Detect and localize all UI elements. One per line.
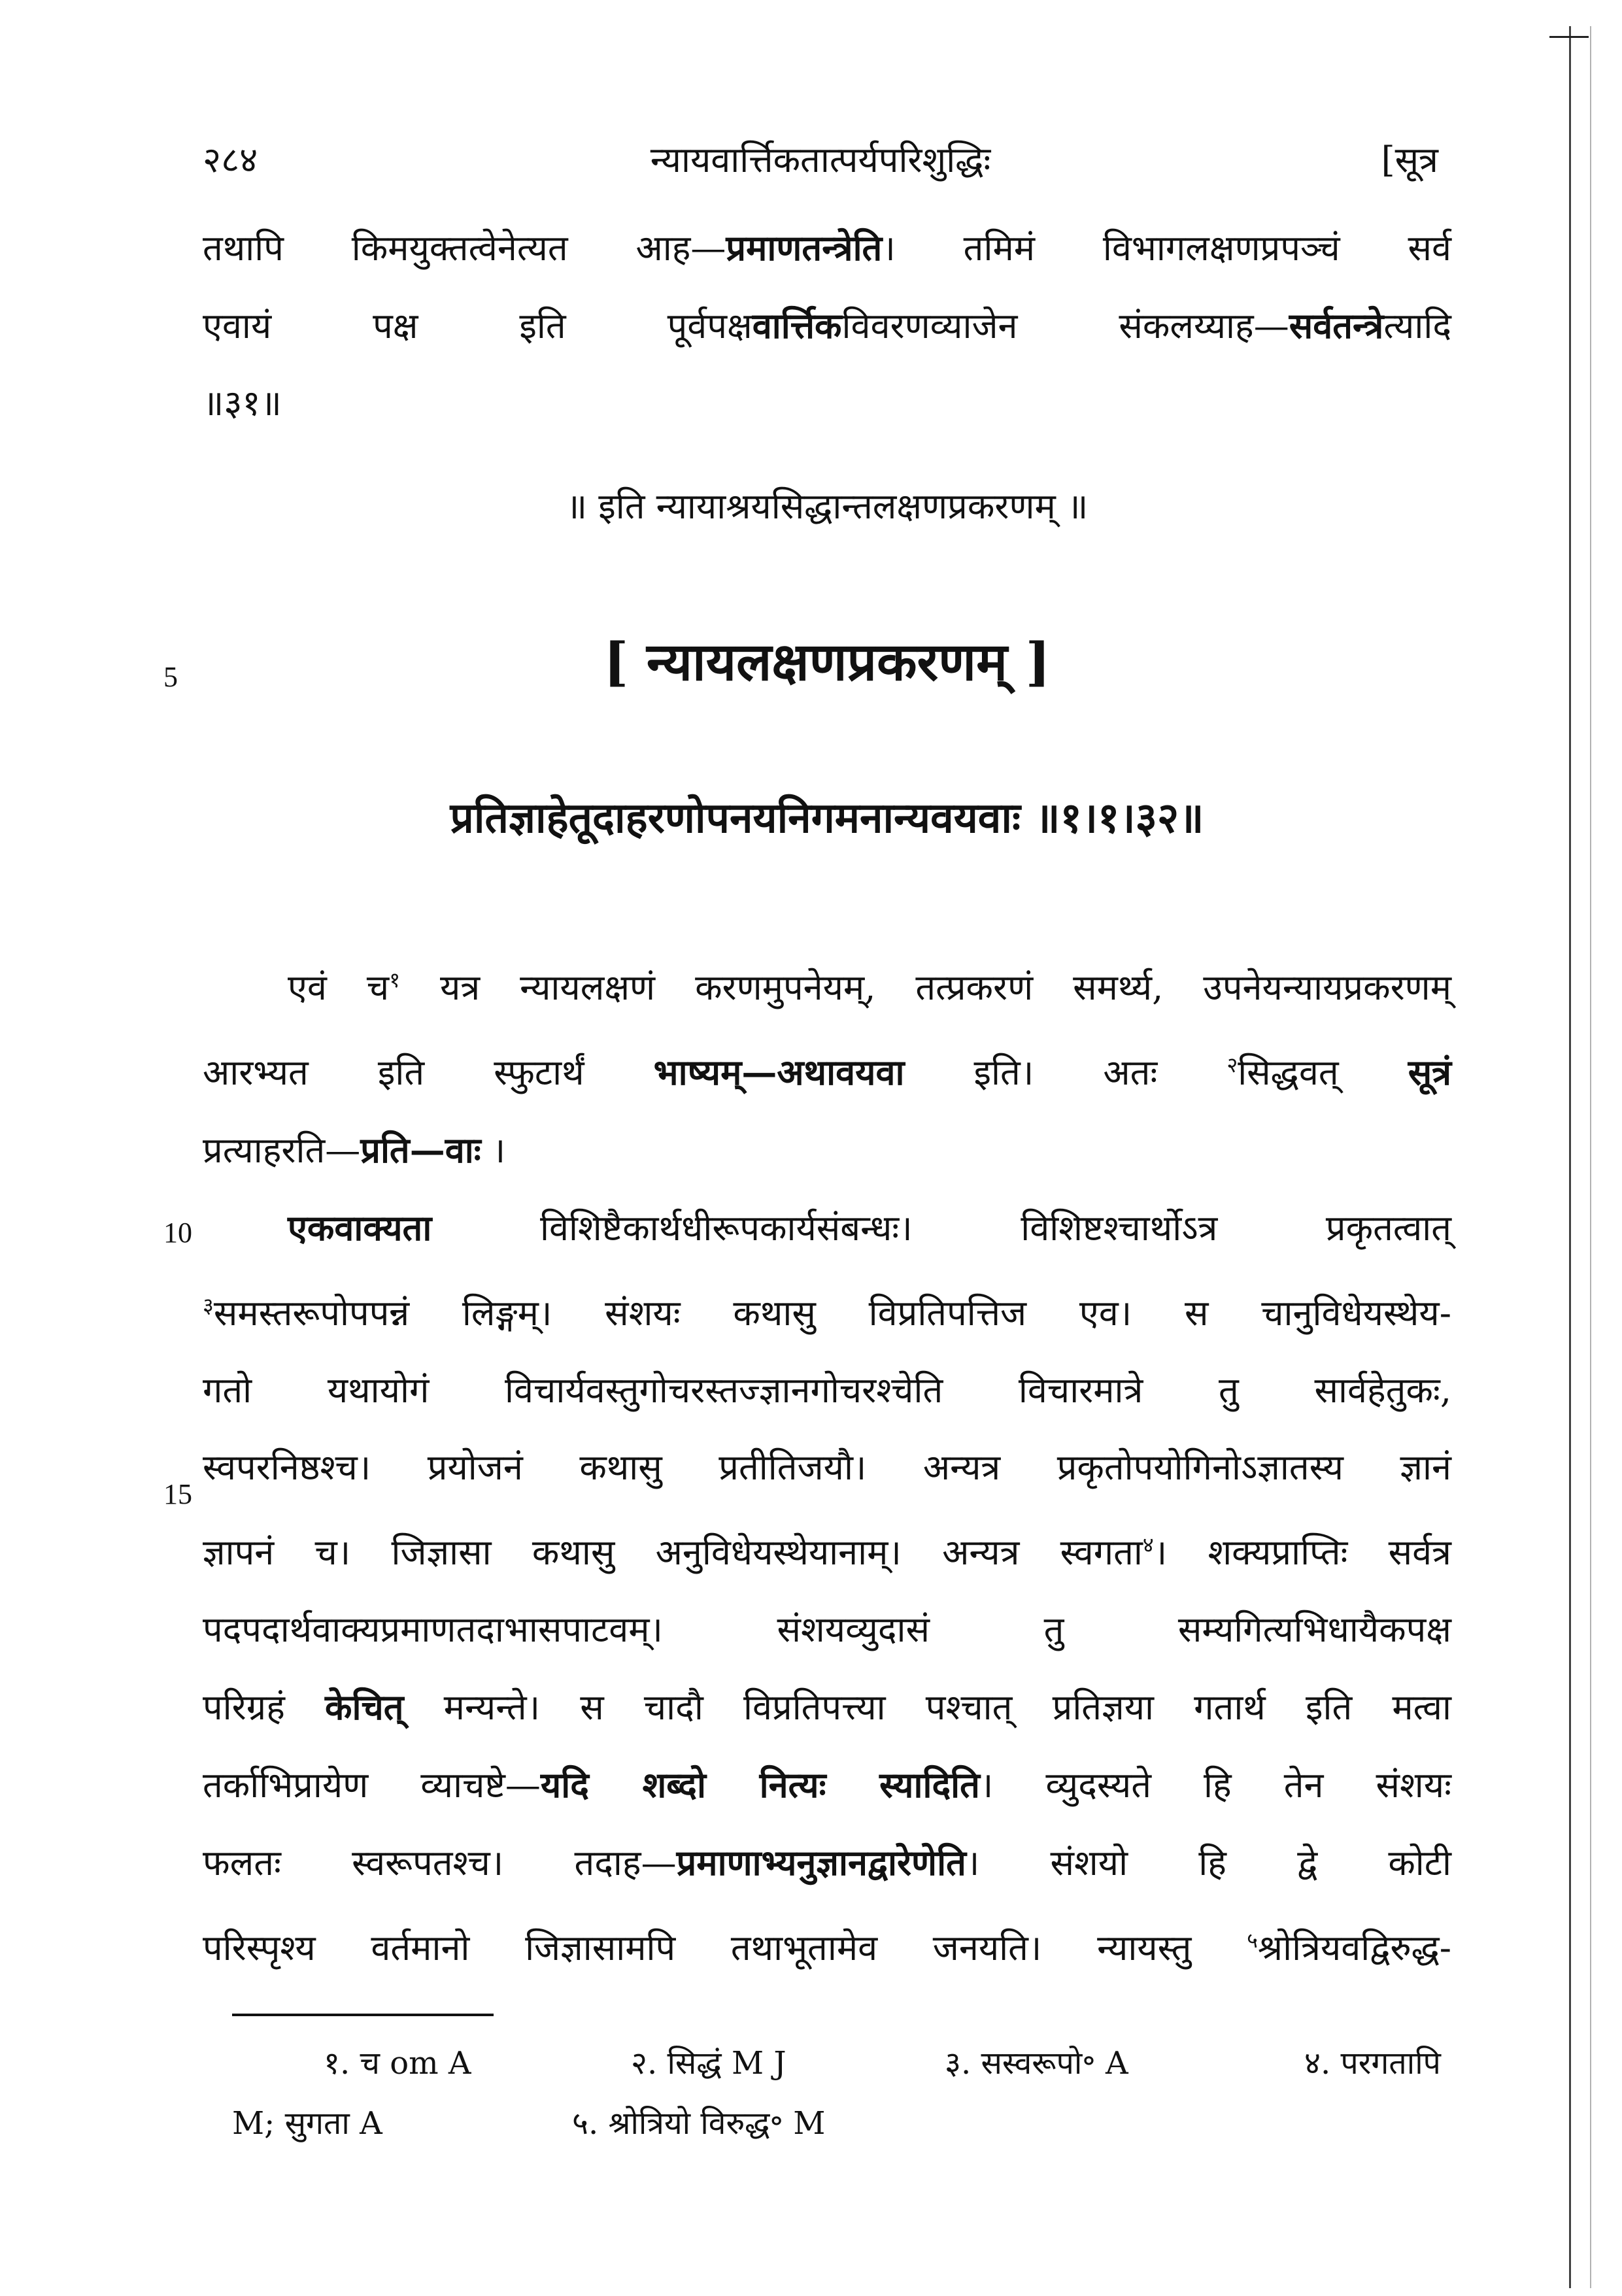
scan-edge-line-faint xyxy=(1590,26,1591,2288)
running-section: [सूत्र xyxy=(1381,139,1438,180)
running-head xyxy=(203,134,1438,193)
text-line: आरभ्यत इति स्फुटार्थं भाष्यम्—अथावयवा इति। अतः $^२$सिद्धवत् सूत्रं xyxy=(203,1051,1451,1093)
text-line: फलतः स्वरूपतश्च। तदाह—प्रमाणाभ्यनुज्ञानद्वारेणेति। संशयो हि द्वे कोटी xyxy=(203,1842,1451,1883)
footnote-rule xyxy=(232,2014,494,2016)
footnotes xyxy=(232,2033,1461,2153)
scan-edge-line xyxy=(1569,26,1571,2288)
text-line: परिस्पृश्य वर्तमानो जिज्ञासामपि तथाभूतामेव जनयति। न्यायस्तु $^५$श्रोत्रियवद्विरुद्ध- xyxy=(203,1927,1451,1968)
text-line: तर्काभिप्रायेण व्याचष्टे—यदि शब्दो नित्यः स्यादिति। व्युदस्यते हि तेन संशयः xyxy=(203,1764,1452,1806)
footnote: २. सिद्धं M J xyxy=(631,2045,786,2082)
text-line: एकवाक्यता विशिष्टैकार्थधीरूपकार्यसंबन्धः। विशिष्टश्चार्थोऽत्र प्रकृतत्वात् xyxy=(288,1207,1451,1249)
text-line: तथापि किमयुक्तत्वेनेत्यत आह—प्रमाणतन्त्रेति। तमिमं विभागलक्षणप्रपञ्चं सर्व xyxy=(203,227,1451,269)
text-line: प्रत्याहरति—प्रति—वाः । xyxy=(203,1129,506,1171)
footnote: ५. श्रोत्रियो विरुद्ध॰ M xyxy=(572,2105,826,2142)
section-heading: [ न्यायलक्षणप्रकरणम् ] xyxy=(603,631,1051,692)
main-paragraph xyxy=(203,941,1451,1987)
top-paragraph xyxy=(203,209,1451,442)
footnote: ४. परगतापि xyxy=(1304,2045,1441,2082)
text-line: परिग्रहं केचित् मन्यन्ते। स चादौ विप्रतिपत्त्या पश्चात् प्रतिज्ञया गतार्थ इति मत्वा xyxy=(203,1686,1451,1728)
line-number: 15 xyxy=(163,1478,192,1510)
text-line: एवायं पक्ष इति पूर्वपक्षवार्त्तिकविवरणव्याजेन संकलय्याह—सर्वतन्त्रेत्यादि xyxy=(203,305,1452,346)
text-line: ॥३१॥ xyxy=(203,382,282,424)
footnote-row xyxy=(232,2033,1461,2093)
text-line: स्वपरनिष्ठश्च। प्रयोजनं कथासु प्रतीतिजयौ। अन्यत्र प्रकृतोपयोगिनोऽज्ञातस्य ज्ञानं xyxy=(203,1447,1451,1488)
colophon: ॥ इति न्यायाश्रयसिद्धान्तलक्षणप्रकरणम् ॥ xyxy=(566,486,1089,527)
text-line: पदपदार्थवाक्यप्रमाणतदाभासपाटवम्। संशयव्युदासं तु सम्यगित्यभिधायैकपक्ष xyxy=(203,1609,1451,1650)
footnote-row xyxy=(232,2093,1461,2153)
footnote: १. च om A xyxy=(324,2045,471,2082)
text-line: $^३$समस्तरूपोपपन्नं लिङ्गम्। संशयः कथासु विप्रतिपत्तिज एव। स चानुविधेयस्थेय- xyxy=(203,1292,1451,1334)
line-number: 5 xyxy=(163,661,178,693)
running-title: न्यायवार्त्तिकतात्पर्यपरिशुद्धिः xyxy=(650,139,991,180)
scan-edge-tick xyxy=(1549,36,1589,38)
line-number: 10 xyxy=(163,1217,192,1249)
text-line: गतो यथायोगं विचार्यवस्तुगोचरस्तज्ज्ञानगोचरश्चेति विचारमात्रे तु सार्वहेतुकः, xyxy=(203,1370,1451,1411)
footnote: ३. सस्वरूपो॰ A xyxy=(945,2045,1128,2082)
footnote-continuation: M; सुगता A xyxy=(232,2105,382,2142)
text-line: एवं च$^१$ यत्र न्यायलक्षणं करणमुपनेयम्, तत्प्रकरणं समर्थ्य, उपनेयन्यायप्रकरणम् xyxy=(288,967,1452,1008)
sutra-heading: प्रतिज्ञाहेतूदाहरणोपनयनिगमनान्यवयवाः ॥१।१।३२॥ xyxy=(450,794,1204,843)
text-line: ज्ञापनं च। जिज्ञासा कथासु अनुविधेयस्थेयानाम्। अन्यत्र स्वगता$^४$। शक्यप्राप्तिः सर्वत्र xyxy=(203,1532,1451,1573)
page-number: २८४ xyxy=(203,139,258,180)
